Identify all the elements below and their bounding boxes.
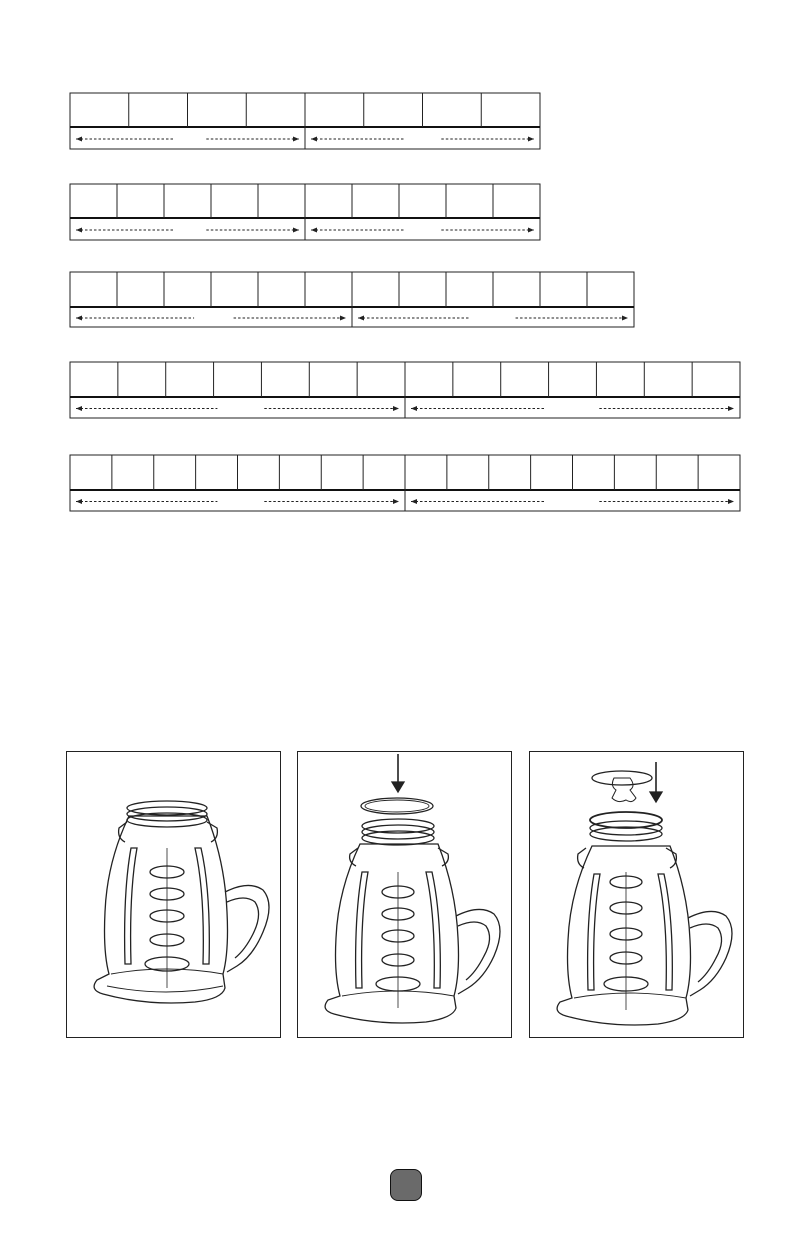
table-cell: [359, 364, 403, 395]
table-cell: [72, 274, 115, 305]
table-cell: [263, 364, 307, 395]
table-cell: [366, 95, 421, 125]
table-cell: [425, 95, 480, 125]
table-cell: [72, 95, 127, 125]
page-number-badge: [390, 1169, 422, 1201]
table-cell: [248, 95, 303, 125]
table-cell: [216, 364, 260, 395]
table-cell: [190, 95, 245, 125]
table-cell: [72, 186, 115, 216]
table-cell: [168, 364, 212, 395]
table-cell: [658, 457, 696, 488]
table-cell: [448, 186, 491, 216]
table-cell: [401, 274, 444, 305]
table-cell: [700, 457, 738, 488]
segmented-table-2: [69, 183, 541, 241]
segmented-table-1: [69, 92, 541, 150]
table-cell: [354, 186, 397, 216]
table-cell: [240, 457, 278, 488]
table-cell: [166, 186, 209, 216]
segmented-table-4: [69, 361, 741, 419]
table-cell: [307, 274, 350, 305]
table-cell: [119, 274, 162, 305]
assembly-step-3-panel: [529, 751, 744, 1038]
table-cell: [281, 457, 319, 488]
table-cell: [448, 274, 491, 305]
table-cell: [646, 364, 690, 395]
table-cell: [119, 186, 162, 216]
table-cell: [213, 186, 256, 216]
table-cell: [307, 186, 350, 216]
table-cell: [72, 364, 116, 395]
table-cell: [533, 457, 571, 488]
table-cell: [401, 186, 444, 216]
table-cell: [575, 457, 613, 488]
segmented-table-5: [69, 454, 741, 512]
table-cell: [307, 95, 362, 125]
blender-jar-with-ring-illustration: [298, 752, 511, 1037]
table-cell: [260, 186, 303, 216]
table-cell: [156, 457, 194, 488]
table-cell: [260, 274, 303, 305]
table-cell: [495, 186, 538, 216]
table-cell: [120, 364, 164, 395]
table-cell: [616, 457, 654, 488]
table-cell: [483, 95, 538, 125]
table-cell: [551, 364, 595, 395]
table-cell: [589, 274, 632, 305]
table-cell: [131, 95, 186, 125]
table-cell: [455, 364, 499, 395]
table-cell: [114, 457, 152, 488]
table-cell: [449, 457, 487, 488]
blender-jar-illustration: [67, 752, 280, 1037]
table-cell: [503, 364, 547, 395]
table-cell: [323, 457, 361, 488]
blender-jar-with-blade-illustration: [530, 752, 743, 1037]
assembly-step-1-panel: [66, 751, 281, 1038]
table-cell: [311, 364, 355, 395]
table-cell: [491, 457, 529, 488]
table-cell: [407, 364, 451, 395]
table-cell: [166, 274, 209, 305]
table-cell: [72, 457, 110, 488]
table-cell: [198, 457, 236, 488]
table-cell: [542, 274, 585, 305]
assembly-step-2-panel: [297, 751, 512, 1038]
table-cell: [495, 274, 538, 305]
segmented-table-3: [69, 271, 635, 328]
table-cell: [365, 457, 403, 488]
table-cell: [213, 274, 256, 305]
table-cell: [694, 364, 738, 395]
table-cell: [407, 457, 445, 488]
table-cell: [354, 274, 397, 305]
table-cell: [598, 364, 642, 395]
